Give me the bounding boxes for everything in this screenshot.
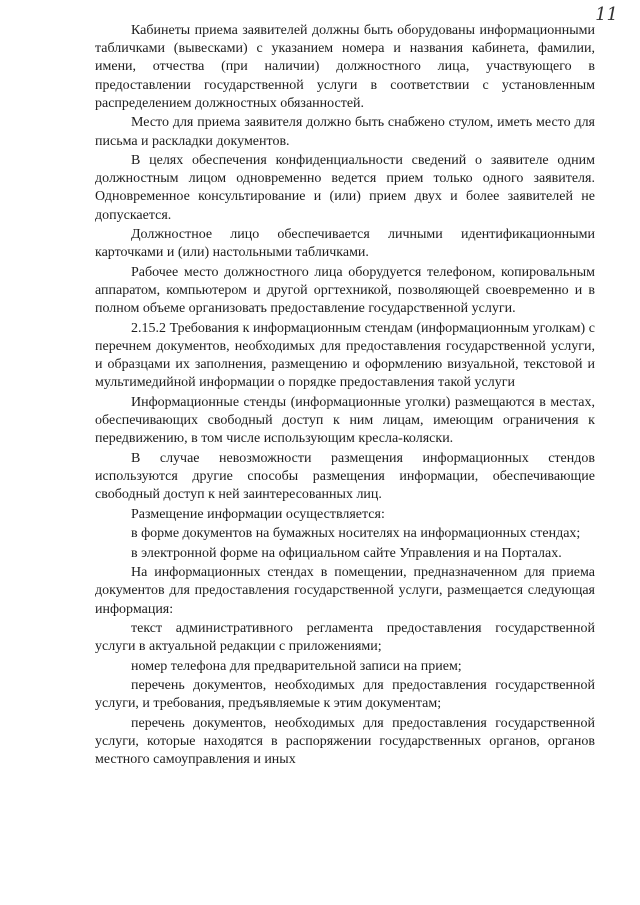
paragraph-stand-contents-intro: На информационных стендах в помещении, предназначенном для приема документов для предоставления государственной услуги, размещается следующая информация: (95, 565, 595, 617)
paragraph-alternative-methods: В случае невозможности размещения информационных стендов используются другие способы размещения информации, обеспечивающие свободный доступ к ней заинтересованных лиц. (95, 450, 595, 503)
document-body (95, 22, 595, 771)
list-item-agency-documents: перечень документов, необходимых для предоставления государственной услуги, которые находятся в распоряжении государственных органов, органов местного самоуправления и иных (95, 715, 595, 768)
paragraph-stands-access: Информационные стенды (информационные уголки) размещаются в местах, обеспечивающих свободный доступ к ним лицам, имеющим ограничения к передвижению, в том числе использующим кресла-коляски. (95, 394, 595, 447)
paragraph-workplace: Рабочее место должностного лица оборудуется телефоном, копировальным аппаратом, компьютером и другой оргтехникой, позволяющей своевременно и в полном объеме организовать предоставление государственной услуги. (95, 264, 595, 317)
page-number: 11 (595, 4, 618, 25)
list-item-phone-number: номер телефона для предварительной записи на прием; (131, 658, 462, 674)
list-item-regulation-text: текст административного регламента предоставления государственной услуги в актуальной редакции с приложениями; (95, 621, 595, 655)
list-item-electronic-form: в электронной форме на официальном сайте Управления и на Порталах. (131, 545, 562, 561)
paragraph-id-cards: Должностное лицо обеспечивается личными идентификационными карточками и (или) настольными табличками. (95, 227, 595, 261)
paragraph-cabinets: Кабинеты приема заявителей должны быть оборудованы информационными табличками (вывесками) с указанием номера и названия кабинета, фамилии, имени, отчества (при наличии) должностного лица, участвующего в предоставлении государственной услуги в соответствии с установленным распределением должностных обязанностей. (95, 23, 595, 111)
paragraph-section-2-15-2: 2.15.2 Требования к информационным стендам (информационным уголкам) с перечнем документов, необходимых для предоставления государственной услуги, и образцами их заполнения, размещению и оформлению визуальной, текстовой и мультимедийной информации о порядке предоставления такой услуги (95, 320, 595, 391)
paragraph-placement-intro: Размещение информации осуществляется: (131, 506, 385, 522)
list-item-paper-form: в форме документов на бумажных носителях на информационных стендах; (131, 526, 581, 542)
paragraph-confidentiality: В целях обеспечения конфиденциальности сведений о заявителе одним должностным лицом одновременно ведется прием только одного заявителя. Одновременное консультирование и (или) прием двух и более заявителей не допускается. (95, 153, 595, 223)
paragraph-reception-place: Место для приема заявителя должно быть снабжено стулом, иметь место для письма и раскладки документов. (95, 115, 595, 149)
list-item-required-documents: перечень документов, необходимых для предоставления государственной услуги, и требования, предъявляемые к этим документам; (95, 678, 595, 712)
